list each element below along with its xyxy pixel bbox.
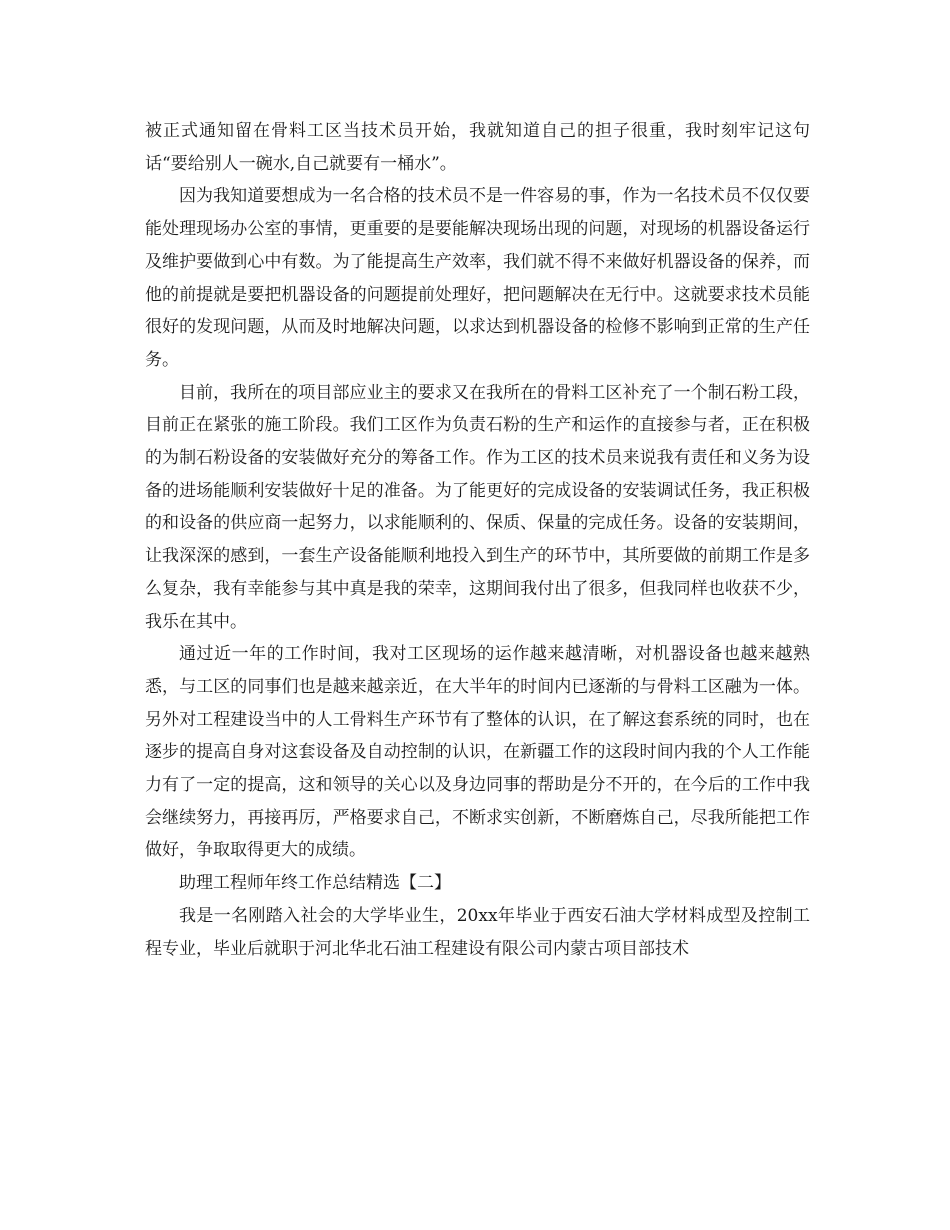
paragraph-stone-powder-project: 目前，我所在的项目部应业主的要求又在我所在的骨料工区补充了一个制石粉工段，目前正在紧张的施工阶段。我们工区作为负责石粉的生产和运作的直接参与者，正在积极的为制石粉设备的安装做好充分的筹备工作。作为工区的技术员来说我有责任和义务为设备的进场能顺利安装做好十足的准备。为了能更好的完成设备的安装调试任务，我正积极的和设备的供应商一起努力，以求能顺利的、保质、保量的完成任务。设备的安装期间，让我深深的感到，一套生产设备能顺利地投入到生产的环节中，其所要做的前期工作是多么复杂，我有幸能参与其中真是我的荣幸，这期间我付出了很多，但我同样也收获不少，我乐在其中。 [145, 382, 810, 632]
section-heading: 助理工程师年终工作总结精选【二】 [179, 873, 451, 894]
paragraph-continuation: 被正式通知留在骨料工区当技术员开始，我就知道自己的担子很重，我时刻牢记这句话“要给别人一碗水,自己就要有一桶水”。 [145, 121, 810, 174]
paragraph-introduction: 我是一名刚踏入社会的大学毕业生，20xx年毕业于西安石油大学材料成型及控制工程专业，毕业后就职于河北华北石油工程建设有限公司内蒙古项目部技术 [145, 905, 810, 959]
paragraph-technician-duties: 因为我知道要想成为一名合格的技术员不是一件容易的事，作为一名技术员不仅仅要能处理现场办公室的事情，更重要的是要能解决现场出现的问题，对现场的机器设备运行及维护要做到心中有数。为了能提高生产效率，我们就不得不来做好机器设备的保养，而他的前提就是要把机器设备的问题提前处理好，把问题解决在无行中。这就要求技术员能很好的发现问题，从而及时地解决问题，以求达到机器设备的检修不影响到正常的生产任务。 [145, 186, 810, 370]
document-body [145, 115, 810, 965]
paragraph-year-review: 通过近一年的工作时间，我对工区现场的运作越来越清晰，对机器设备也越来越熟悉，与工区的同事们也是越来越亲近，在大半年的时间内已逐渐的与骨料工区融为一体。另外对工程建设当中的人工骨料生产环节有了整体的认识，在了解这套系统的同时，也在逐步的提高自身对这套设备及自动控制的认识，在新疆工作的这段时间内我的个人工作能力有了一定的提高，这和领导的关心以及身边同事的帮助是分不开的，在今后的工作中我会继续努力，再接再厉，严格要求自己，不断求实创新，不断磨炼自己，尽我所能把工作做好，争取取得更大的成绩。 [145, 644, 810, 861]
